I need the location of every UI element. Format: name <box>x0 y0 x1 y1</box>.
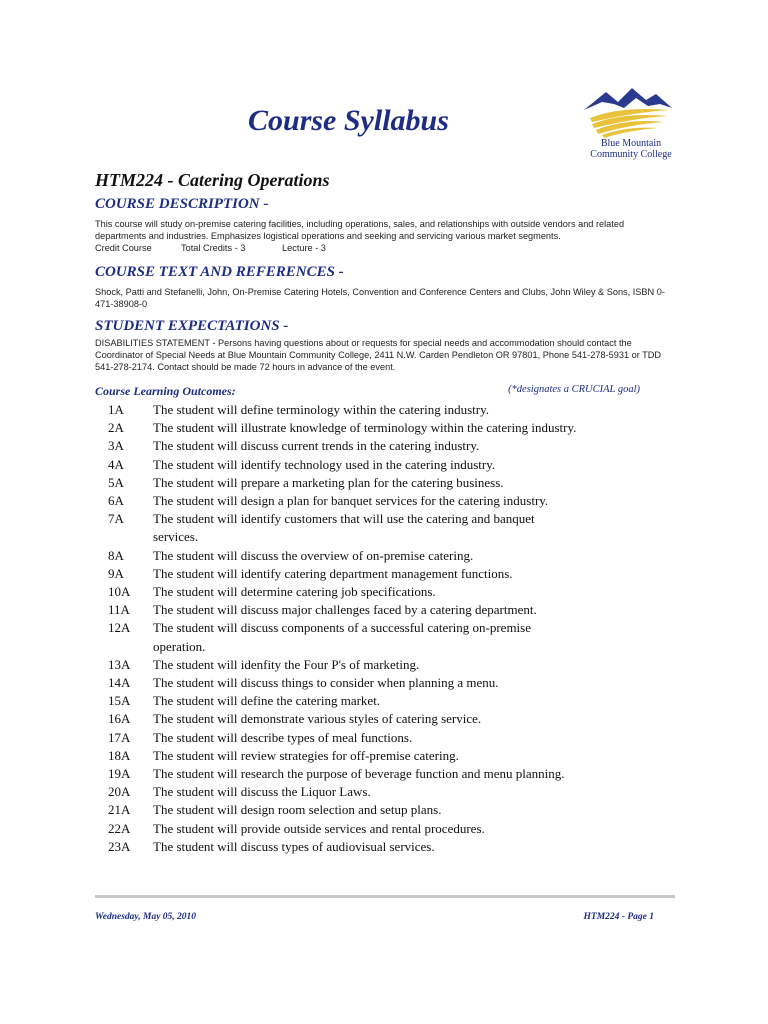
outcome-number: 17A <box>108 729 131 745</box>
course-text-references: Shock, Patti and Stefanelli, John, On-Premise Catering Hotels, Convention and Conference Centers and Clubs, John Wiley & Sons, ISBN 0-471-38908-0 <box>95 287 665 309</box>
outcome-number: 13A <box>108 656 131 672</box>
outcome-item <box>108 547 578 565</box>
outcome-item <box>108 765 578 783</box>
crucial-goal-note: (*designates a CRUCIAL goal) <box>508 384 640 395</box>
outcome-text: The student will review strategies for off-premise catering. <box>153 747 459 763</box>
outcome-number: 10A <box>108 584 131 600</box>
outcomes-header <box>95 384 640 398</box>
outcome-number: 7A <box>108 511 124 527</box>
logo-text-line1: Blue Mountain <box>600 138 662 149</box>
outcome-item <box>108 510 578 546</box>
outcome-text: The student will discuss the Liquor Laws. <box>153 784 371 800</box>
outcome-number: 1A <box>108 402 124 417</box>
logo-text-line2: Community College <box>590 149 672 160</box>
outcome-item <box>108 419 578 437</box>
lecture-hours: Lecture - 3 <box>282 243 326 253</box>
credit-course: Credit Course <box>95 243 152 253</box>
outcome-number: 5A <box>108 474 124 490</box>
outcome-text: The student will identify catering department management functions. <box>153 565 513 581</box>
outcome-item <box>108 601 578 619</box>
outcome-text: The student will discuss things to consider when planning a menu. <box>153 675 499 691</box>
outcome-number: 9A <box>108 565 124 581</box>
outcome-item <box>108 674 578 692</box>
outcome-number: 4A <box>108 456 124 472</box>
course-description <box>95 218 665 254</box>
outcome-text: The student will design a plan for banquet services for the catering industry. <box>153 493 549 509</box>
outcome-item <box>108 747 578 765</box>
course-title: HTM224 - Catering Operations <box>95 170 330 190</box>
outcome-item <box>108 692 578 710</box>
outcome-text: The student will provide outside services and rental procedures. <box>153 820 485 836</box>
mountain-wheat-icon <box>580 84 676 140</box>
footer-date: Wednesday, May 05, 2010 <box>95 912 197 922</box>
outcome-text: The student will design room selection and setup plans. <box>153 802 442 818</box>
outcome-text: The student will determine catering job specifications. <box>153 584 436 600</box>
outcome-text: The student will discuss types of audiovisual services. <box>153 838 435 854</box>
disabilities-statement: DISABILITIES STATEMENT - Persons having questions about or requests for special needs and accommodation should contact the Coordinator of Special Needs at Blue Mountain Community College, 2411 N.W. Carden Pendleton OR 97801, Phone 541-278-5931 or TDD 541-278-2174. Contact should be made 72 hours in advance of the event. <box>95 338 662 372</box>
outcome-text: The student will discuss components of a successful catering on-premise operation. <box>153 620 531 654</box>
outcome-text: The student will define the catering market. <box>153 693 381 709</box>
footer-page-number: HTM224 - Page 1 <box>583 912 654 922</box>
outcome-item <box>108 710 578 728</box>
outcome-text: The student will research the purpose of beverage function and menu planning. <box>153 766 565 782</box>
college-logo <box>580 84 676 166</box>
outcome-text: The student will identify customers that will use the catering and banquet services. <box>153 511 535 545</box>
outcome-text: The student will idenfity the Four P's of marketing. <box>153 656 420 672</box>
footer-divider <box>95 895 675 898</box>
page-title: Course Syllabus <box>248 104 449 137</box>
outcome-item <box>108 729 578 747</box>
outcome-text: The student will prepare a marketing plan for the catering business. <box>153 474 504 490</box>
outcome-number: 18A <box>108 747 131 763</box>
outcome-item <box>108 656 578 674</box>
outcome-number: 8A <box>108 547 124 563</box>
outcome-text: The student will describe types of meal functions. <box>153 729 413 745</box>
outcome-item <box>108 401 578 419</box>
outcome-text: The student will identify technology used in the catering industry. <box>153 456 496 472</box>
outcome-text: The student will illustrate knowledge of terminology within the catering industry. <box>153 420 577 436</box>
outcome-item <box>108 492 578 510</box>
outcome-number: 3A <box>108 438 124 454</box>
credit-line <box>95 242 665 254</box>
outcome-number: 20A <box>108 784 131 800</box>
outcome-item <box>108 474 578 492</box>
outcome-number: 14A <box>108 675 131 691</box>
outcome-item <box>108 801 578 819</box>
learning-outcomes-list <box>108 401 578 856</box>
outcome-number: 21A <box>108 802 131 818</box>
course-text-heading: COURSE TEXT AND REFERENCES - <box>95 264 344 280</box>
outcome-item <box>108 619 578 655</box>
outcome-item <box>108 583 578 601</box>
student-expectations-heading: STUDENT EXPECTATIONS - <box>95 318 289 334</box>
outcome-text: The student will discuss major challenges faced by a catering department. <box>153 602 537 618</box>
outcome-item <box>108 783 578 801</box>
outcome-number: 15A <box>108 693 131 709</box>
outcome-number: 6A <box>108 493 124 509</box>
outcome-number: 23A <box>108 838 131 854</box>
outcome-item <box>108 838 578 856</box>
outcome-number: 12A <box>108 620 131 636</box>
outcome-item <box>108 456 578 474</box>
outcome-item <box>108 565 578 583</box>
course-description-heading: COURSE DESCRIPTION - <box>95 196 269 212</box>
outcome-number: 16A <box>108 711 131 727</box>
outcome-number: 19A <box>108 766 131 782</box>
logo-text <box>586 138 676 160</box>
outcome-text: The student will discuss current trends in the catering industry. <box>153 438 480 454</box>
outcome-text: The student will define terminology within the catering industry. <box>153 402 490 417</box>
outcome-number: 22A <box>108 820 131 836</box>
outcome-item <box>108 437 578 455</box>
outcome-text: The student will discuss the overview of on-premise catering. <box>153 547 474 563</box>
outcome-number: 11A <box>108 602 130 618</box>
outcome-number: 2A <box>108 420 124 436</box>
course-description-text: This course will study on-premise catering facilities, including operations, sales, and relationships with outside vendors and related departments and industries. Emphasizes logistical operations and seeking and servicing various market segments. <box>95 219 625 241</box>
total-credits: Total Credits - 3 <box>181 243 246 253</box>
outcome-text: The student will demonstrate various styles of catering service. <box>153 711 482 727</box>
outcome-item <box>108 820 578 838</box>
outcomes-label: Course Learning Outcomes: <box>95 384 236 398</box>
